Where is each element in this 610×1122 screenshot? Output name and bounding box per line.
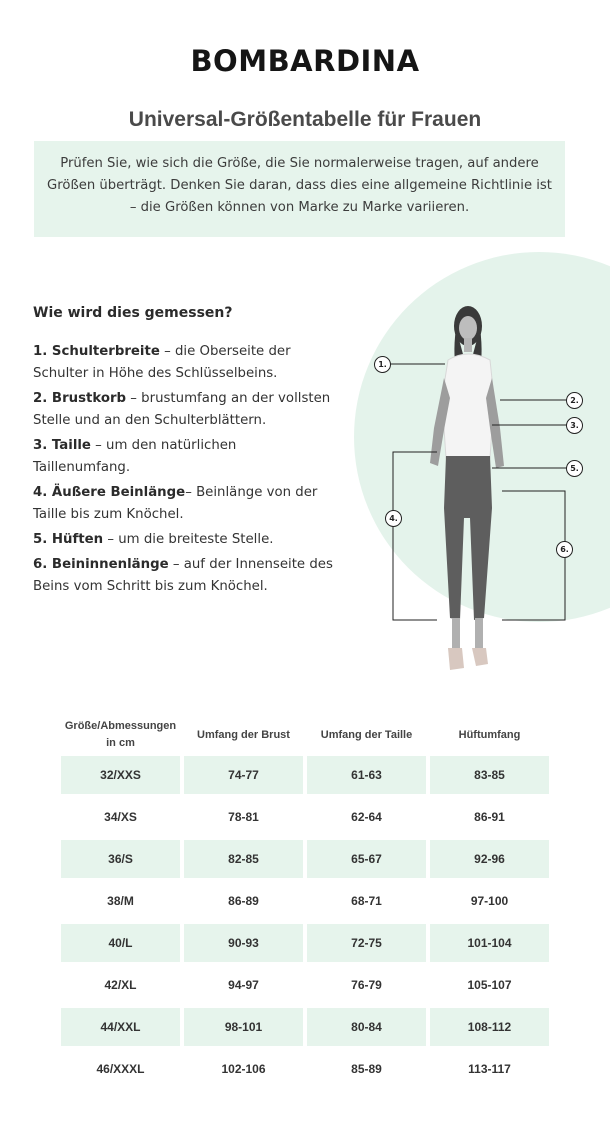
cell-size: 44/XXL bbox=[61, 1008, 180, 1046]
measurement-heading: Wie wird dies gemessen? bbox=[33, 305, 233, 321]
cell-hip: 92-96 bbox=[430, 840, 549, 878]
table-row bbox=[59, 796, 551, 838]
cell-hip: 108-112 bbox=[430, 1008, 549, 1046]
cell-hip: 101-104 bbox=[430, 924, 549, 962]
cell-size: 34/XS bbox=[104, 810, 137, 824]
measure-text: – die Oberseite der Schulter in Höhe des Schlüsselbeins. bbox=[33, 344, 291, 381]
measure-text: – um die breiteste Stelle. bbox=[103, 532, 274, 547]
header-waist: Umfang der Taille bbox=[320, 728, 413, 741]
brand-logo: BOMBARDINA bbox=[190, 44, 420, 78]
measure-text: – brustumfang an der vollsten Stelle und an den Schulterblättern. bbox=[33, 391, 331, 428]
cell-waist: 76-79 bbox=[351, 978, 382, 992]
marker-3: 3. bbox=[566, 417, 583, 434]
measure-label: 1. Schulterbreite bbox=[33, 344, 160, 359]
cell-size: 42/XL bbox=[104, 978, 137, 992]
cell-bust: 94-97 bbox=[228, 978, 259, 992]
measure-text: – auf der Innenseite des Beins vom Schritt bis zum Knöchel. bbox=[33, 557, 333, 594]
measure-label: 4. Äußere Beinlänge bbox=[33, 485, 186, 500]
cell-hip: 105-107 bbox=[467, 978, 512, 992]
cell-size: 36/S bbox=[61, 840, 180, 878]
measure-label: 6. Beininnenlänge bbox=[33, 557, 169, 572]
table-row bbox=[59, 1006, 551, 1048]
cell-bust: 78-81 bbox=[228, 810, 259, 824]
measure-label: 5. Hüften bbox=[33, 532, 104, 547]
table-row bbox=[59, 838, 551, 880]
cell-waist: 80-84 bbox=[307, 1008, 426, 1046]
cell-hip: 86-91 bbox=[474, 810, 505, 824]
cell-hip: 113-117 bbox=[468, 1062, 511, 1076]
header-size: Größe/Abmessungen in cm bbox=[64, 720, 177, 749]
table-body bbox=[59, 754, 551, 1090]
intro-box: Prüfen Sie, wie sich die Größe, die Sie normalerweise tragen, auf andere Größen überträgt. Denken Sie daran, dass dies eine allgemeine Richtlinie ist – die Größen können von Marke zu Marke variieren. bbox=[34, 141, 565, 237]
cell-waist: 61-63 bbox=[307, 756, 426, 794]
cell-waist: 68-71 bbox=[351, 894, 382, 908]
marker-2: 2. bbox=[566, 392, 583, 409]
size-table bbox=[59, 716, 551, 1090]
marker-5: 5. bbox=[566, 460, 583, 477]
cell-bust: 102-106 bbox=[221, 1062, 266, 1076]
table-row bbox=[59, 754, 551, 796]
cell-hip: 97-100 bbox=[470, 894, 509, 908]
cell-size: 46/XXXL bbox=[96, 1062, 145, 1076]
marker-6: 6. bbox=[556, 541, 573, 558]
cell-waist: 62-64 bbox=[351, 810, 382, 824]
table-row bbox=[59, 880, 551, 922]
measure-text: – um den natürlichen Taillenumfang. bbox=[33, 438, 237, 475]
cell-bust: 82-85 bbox=[184, 840, 303, 878]
cell-size: 38/M bbox=[107, 894, 134, 908]
table-row bbox=[59, 922, 551, 964]
cell-waist: 65-67 bbox=[307, 840, 426, 878]
page-title: Universal-Größentabelle für Frauen bbox=[128, 108, 482, 131]
marker-4: 4. bbox=[385, 510, 402, 527]
cell-bust: 90-93 bbox=[184, 924, 303, 962]
cell-size: 40/L bbox=[61, 924, 180, 962]
table-header bbox=[59, 716, 551, 754]
header-bust: Umfang der Brust bbox=[197, 728, 290, 741]
cell-waist: 85-89 bbox=[351, 1062, 382, 1076]
header-hip: Hüftumfang bbox=[458, 728, 521, 741]
measure-label: 3. Taille bbox=[33, 438, 91, 453]
cell-bust: 98-101 bbox=[184, 1008, 303, 1046]
cell-hip: 83-85 bbox=[430, 756, 549, 794]
cell-waist: 72-75 bbox=[307, 924, 426, 962]
measure-text: – Beinlänge von der Taille bis zum Knöchel. bbox=[33, 485, 318, 522]
marker-1: 1. bbox=[374, 356, 391, 373]
table-row bbox=[59, 964, 551, 1006]
cell-bust: 86-89 bbox=[228, 894, 259, 908]
measure-label: 2. Brustkorb bbox=[33, 391, 127, 406]
cell-size: 32/XXS bbox=[61, 756, 180, 794]
table-row bbox=[59, 1048, 551, 1090]
cell-bust: 74-77 bbox=[184, 756, 303, 794]
